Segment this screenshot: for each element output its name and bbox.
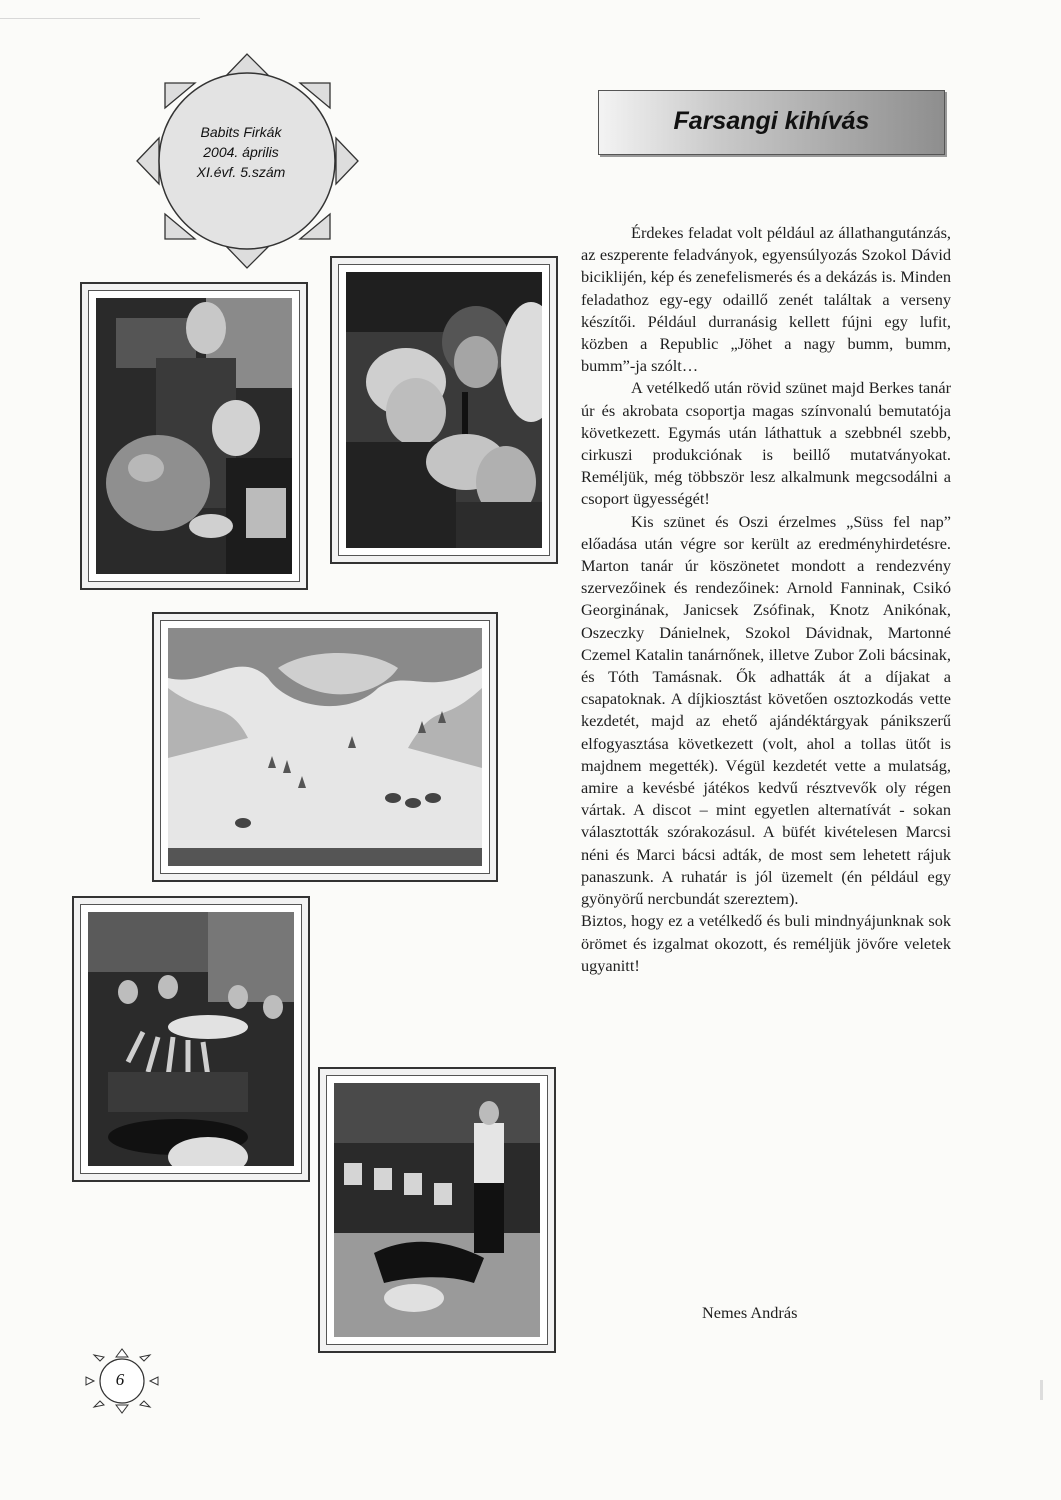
- microphone-photo: [330, 256, 558, 564]
- page-number: 6: [115, 1370, 125, 1389]
- article-title: Farsangi kihívás: [673, 107, 870, 135]
- author-name: Nemes András: [702, 1303, 798, 1322]
- stage-backdrop-photo: [152, 612, 498, 882]
- article-body: [581, 222, 951, 977]
- article-paragraph: Biztos, hogy ez a vetélkedő és buli mindnyájunknak sok örömet és izgalmat okozott, és reméljük jövőre veletek ugyanitt!: [581, 911, 951, 975]
- article-paragraph: A vetélkedő után rövid szünet majd Berkes tanár úr és akrobata csoportja magas színvonalú bemutatója következett. Egymás után láthattuk a szebbnél szebb, cirkuszi produkciónak is beillő mutatványokat. Reméljük, még többször lesz alkalmunk megcsodálni a csoport ügyességét!: [581, 378, 951, 509]
- logo-line-3: XI.évf. 5.szám: [196, 164, 286, 180]
- side-mark: [1040, 1380, 1043, 1400]
- issue-info: [156, 122, 326, 182]
- acrobats-photo: [72, 896, 310, 1182]
- top-rule: [0, 18, 200, 19]
- dance-lift-photo: [318, 1067, 556, 1353]
- logo-line-1: Babits Firkák: [200, 124, 282, 140]
- article-paragraph: Kis szünet és Oszi érzelmes „Süss fel nap” előadása után végre sor került az eredményhirdetésre. Marton tanár úr köszönetet mondott a rendezvény szervezőinek és rendezőinek: Arnold Fanninak, Csikó Georginának, Janicsek Zsófinak, Knotz Anikónak, Oszeczky Dánielnek, Szokol Dávidnak, Martonné Czemel Katalin tanárnőnek, illetve Zubor Zoli bácsinak, és Tóth Tamásnak. Ők adhatták át a díjakat a csapatoknak. A díjkiosztást követően osztozkodás vette kezdetét, majd az ehető ajándéktárgyak pánikszerű elfogyasztása következett (volt, ahol a tollas ütőt is majdnem megették). Végül kezdetét vette a mulatság, amire a kevésbé játékos kedvű résztvevők oly régen vártak. A discot – mint egyetlen alternatívát - sokan választották szórakozásul. A büfét kivételesen Marcsi néni és Marci bácsi adták, de most sem lehetett rájuk panaszunk. A ruhatár is jól üzemelt (én például egy gyönyörű nercbundát szereztem).: [581, 511, 951, 909]
- article-paragraph: Érdekes feladat volt például az állathangutánzás, az eszperente feladványok, egyensúlyozás Szokol Dávid biciklijén, kép és zenefelismerés és a dekázás is. Minden feladathoz egy-egy odaillő zenét találtak a verseny készítői. Például durranásig kellett fújni egy lufit, közben a Republic „Jöhet a nagy bumm, bumm, bumm”-ja szólt…: [581, 223, 951, 376]
- logo-line-2: 2004. április: [203, 144, 279, 160]
- balloon-photo: [80, 282, 308, 590]
- title-banner: [598, 90, 945, 155]
